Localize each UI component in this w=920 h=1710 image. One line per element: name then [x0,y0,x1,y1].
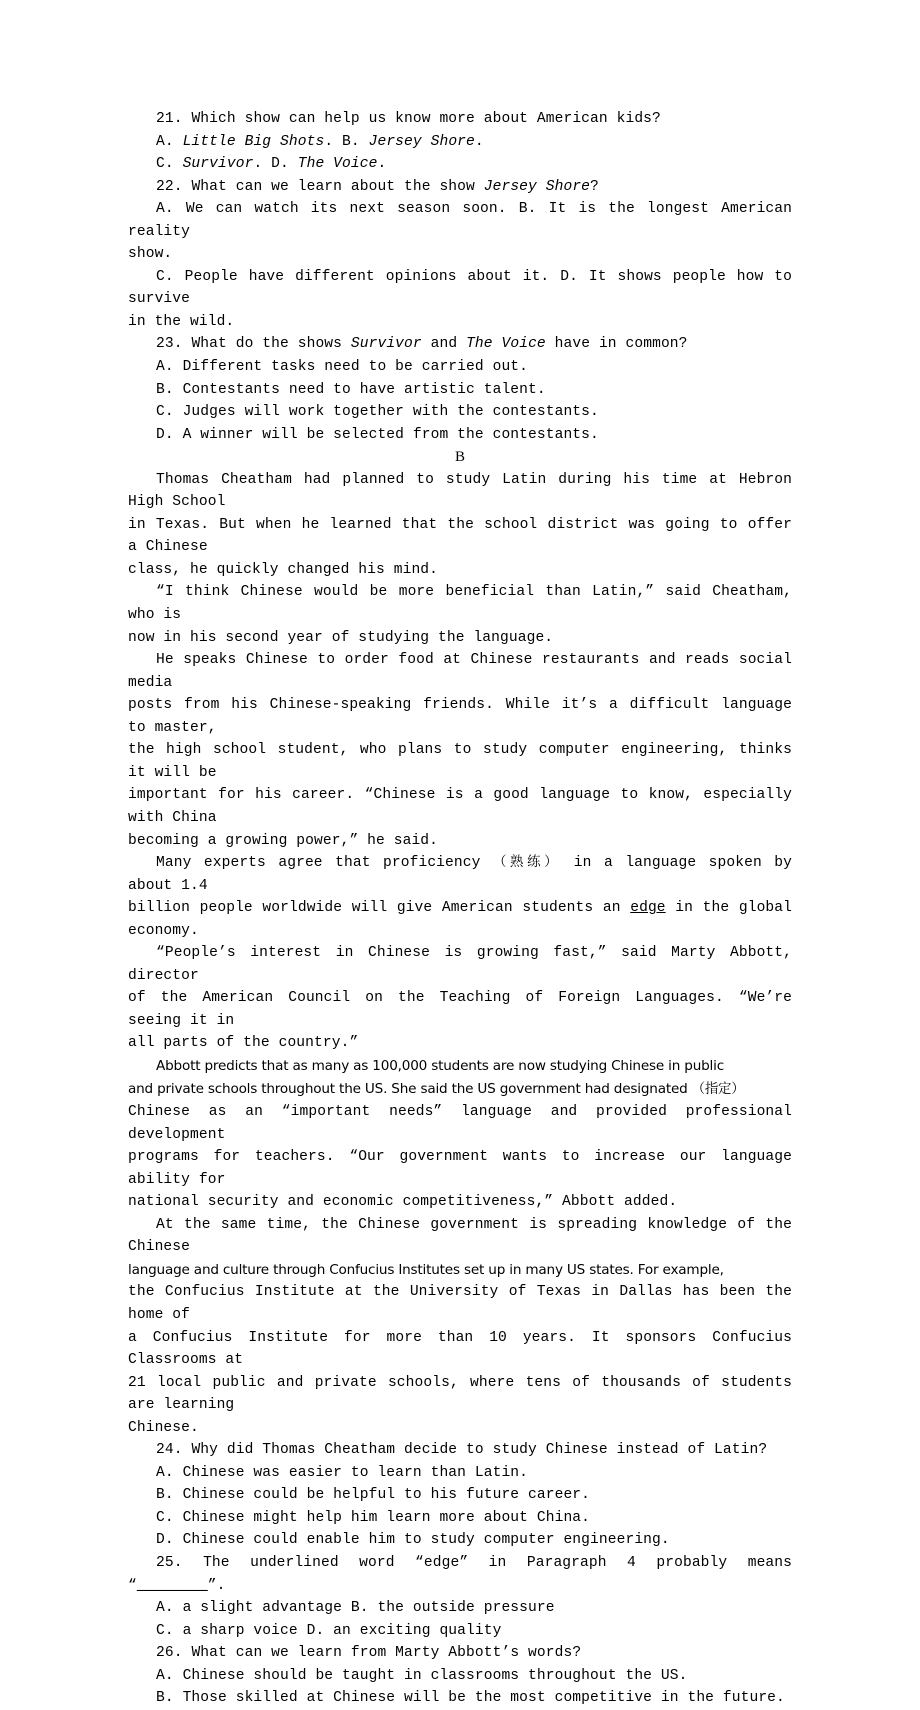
question-23-number: 23. [156,336,183,353]
question-26-option-a: A. Chinese should be taught in classrooms throughout the US. [156,1667,688,1684]
passage-p4-chinese-gloss: （熟练） [492,855,562,871]
question-22-options-cd-cont: in the wild. [128,313,235,330]
question-26-option-b: B. Those skilled at Chinese will be the most competitive in the future. [156,1690,785,1707]
passage-p7-line4: a Confucius Institute for more than 10 years. It sponsors Confucius Classrooms at [128,1329,792,1369]
option-a-title: Little Big Shots [182,133,325,150]
question-23-option-b: B. Contestants need to have artistic talent. [156,381,546,398]
option-b-post: . [474,133,484,150]
passage-p6-line2-pre: and private schools throughout the US. She said the US government had designated [128,1080,692,1097]
passage-p3-line2: posts from his Chinese-speaking friends. While it’s a difficult language to master, [128,697,792,736]
option-a-mid: . B. [324,133,369,150]
question-22-options-cd: C. People have different opinions about it. D. It shows people how to survive [128,268,792,308]
option-b-title: Jersey Shore [368,133,475,150]
question-22-text-post: ? [590,178,599,195]
question-25-options-line-2: C. a sharp voice D. an exciting quality [156,1622,502,1639]
passage-paragraph-3 [128,649,792,694]
passage-paragraph-1 [128,469,792,514]
question-21-number: 21. [156,111,183,127]
question-23-text-post: have in common? [545,336,688,353]
option-c-mid: . D. [253,156,298,173]
passage-p5-line1: “People’s interest in Chinese is growing fast,” said Marty Abbott, director [128,945,792,984]
question-23-option-a: A. Different tasks need to be carried out. [156,359,529,376]
question-23-option-c: C. Judges will work together with the contestants. [156,404,599,421]
question-26-stem [128,1642,792,1665]
option-c-title: Survivor [182,156,254,173]
question-24-number: 24. [156,1442,183,1459]
passage-p6-line5: national security and economic competitiveness,” Abbott added. [128,1194,678,1211]
passage-paragraph-6 [128,1055,792,1078]
question-25-blank: ________ [136,1577,208,1594]
passage-p6-chinese-gloss: （指定） [691,1081,745,1097]
passage-p6-line4: programs for teachers. “Our government wants to increase our language ability for [128,1149,792,1188]
passage-p3-line5: becoming a growing power,” he said. [128,832,439,849]
question-21-options-line-2 [128,153,792,176]
question-22-options-ab-cont: show. [128,246,173,263]
passage-p2-line2: now in his second year of studying the language. [128,629,554,646]
passage-p6-line2 [128,1078,792,1102]
option-d-title: The Voice [297,156,378,173]
passage-p7-line5: 21 local public and private schools, where tens of thousands of students are learning [128,1374,792,1414]
passage-p6-line1: Abbott predicts that as many as 100,000 students are now studying Chinese in public [156,1057,724,1074]
question-25-options-line-1: A. a slight advantage B. the outside pressure [156,1600,555,1617]
passage-paragraph-4 [128,852,792,897]
question-25-text-pre: The underlined word “edge” in Paragraph 4 probably means “ [128,1555,793,1594]
passage-p5-line3: all parts of the country.” [128,1035,359,1052]
passage-p4-line1-pre: Many experts agree that proficiency [156,855,493,872]
option-c-prefix: C. [156,156,183,173]
question-23-show-title-1: Survivor [350,336,422,353]
question-22-show-title: Jersey Shore [483,178,591,195]
question-26-text: What can we learn from Marty Abbott’s words? [191,1645,582,1662]
passage-p3-line3: the high school student, who plans to study computer engineering, thinks it will be [128,742,792,781]
passage-p2-line1: “I think Chinese would be more beneficial than Latin,” said Cheatham, who is [128,584,792,624]
question-22-options-ab: A. We can watch its next season soon. B. It is the longest American reality [128,201,792,240]
section-label-b: B [454,449,466,466]
question-23-option-d: D. A winner will be selected from the contestants. [156,426,599,443]
question-24-option-b: B. Chinese could be helpful to his future career. [156,1487,591,1504]
question-21-text: Which show can help us know more about American kids? [191,111,661,127]
question-24-option-d: D. Chinese could enable him to study computer engineering. [156,1532,670,1549]
question-24-text: Why did Thomas Cheatham decide to study Chinese instead of Latin? [191,1442,768,1459]
question-25-text-post: ”. [207,1577,226,1594]
passage-p6-line3: Chinese as an “important needs” language and provided professional development [128,1104,792,1143]
question-22-text-pre: What can we learn about the show [191,178,484,195]
passage-paragraph-7 [128,1214,792,1259]
underlined-word-edge: edge [630,900,666,917]
passage-p4-line2 [128,897,792,942]
passage-p4-line1-post: in a language spoken by about 1.4 [128,855,792,894]
passage-p7-line6: Chinese. [128,1419,199,1436]
passage-p3-line1: He speaks Chinese to order food at Chinese restaurants and reads social media [128,652,792,691]
passage-p7-line2: language and culture through Confucius Institutes set up in many US states. For example, [128,1261,724,1278]
option-a-prefix: A. [156,133,183,150]
question-24-option-c: C. Chinese might help him learn more about China. [156,1509,591,1526]
passage-p1-line2: in Texas. But when he learned that the school district was going to offer a Chinese [128,516,792,556]
question-21-stem [128,108,792,131]
question-24-stem [128,1439,792,1462]
question-21-options-line-1 [128,131,792,154]
passage-paragraph-2 [128,581,792,626]
passage-p7-line3: the Confucius Institute at the University of Texas in Dallas has been the home of [128,1284,792,1323]
option-d-post: . [377,156,387,173]
passage-p1-line1: Thomas Cheatham had planned to study Latin during his time at Hebron High School [128,471,792,511]
passage-p7-line1: At the same time, the Chinese government is spreading knowledge of the Chinese [128,1216,792,1256]
question-23-show-title-2: The Voice [466,336,546,353]
question-24-option-a: A. Chinese was easier to learn than Latin. [156,1464,529,1481]
passage-paragraph-5 [128,942,792,987]
question-23-stem [128,333,792,356]
question-23-text-mid: and [421,336,467,353]
document-body [128,108,792,1710]
question-25-stem [128,1552,792,1597]
passage-p3-line4: important for his career. “Chinese is a good language to know, especially with China [128,787,792,826]
question-25-number: 25. [156,1555,183,1571]
question-23-text-pre: What do the shows [191,336,351,353]
passage-p5-line2: of the American Council on the Teaching of Foreign Languages. “We’re seeing it in [128,990,792,1029]
question-22-number: 22. [156,178,183,195]
passage-p1-line3: class, he quickly changed his mind. [128,561,439,578]
question-22-stem [128,176,792,199]
passage-p4-line2-post: in the global economy. [128,900,793,939]
passage-p4-line2-pre: billion people worldwide will give American students an [128,900,631,917]
question-26-number: 26. [156,1645,183,1662]
